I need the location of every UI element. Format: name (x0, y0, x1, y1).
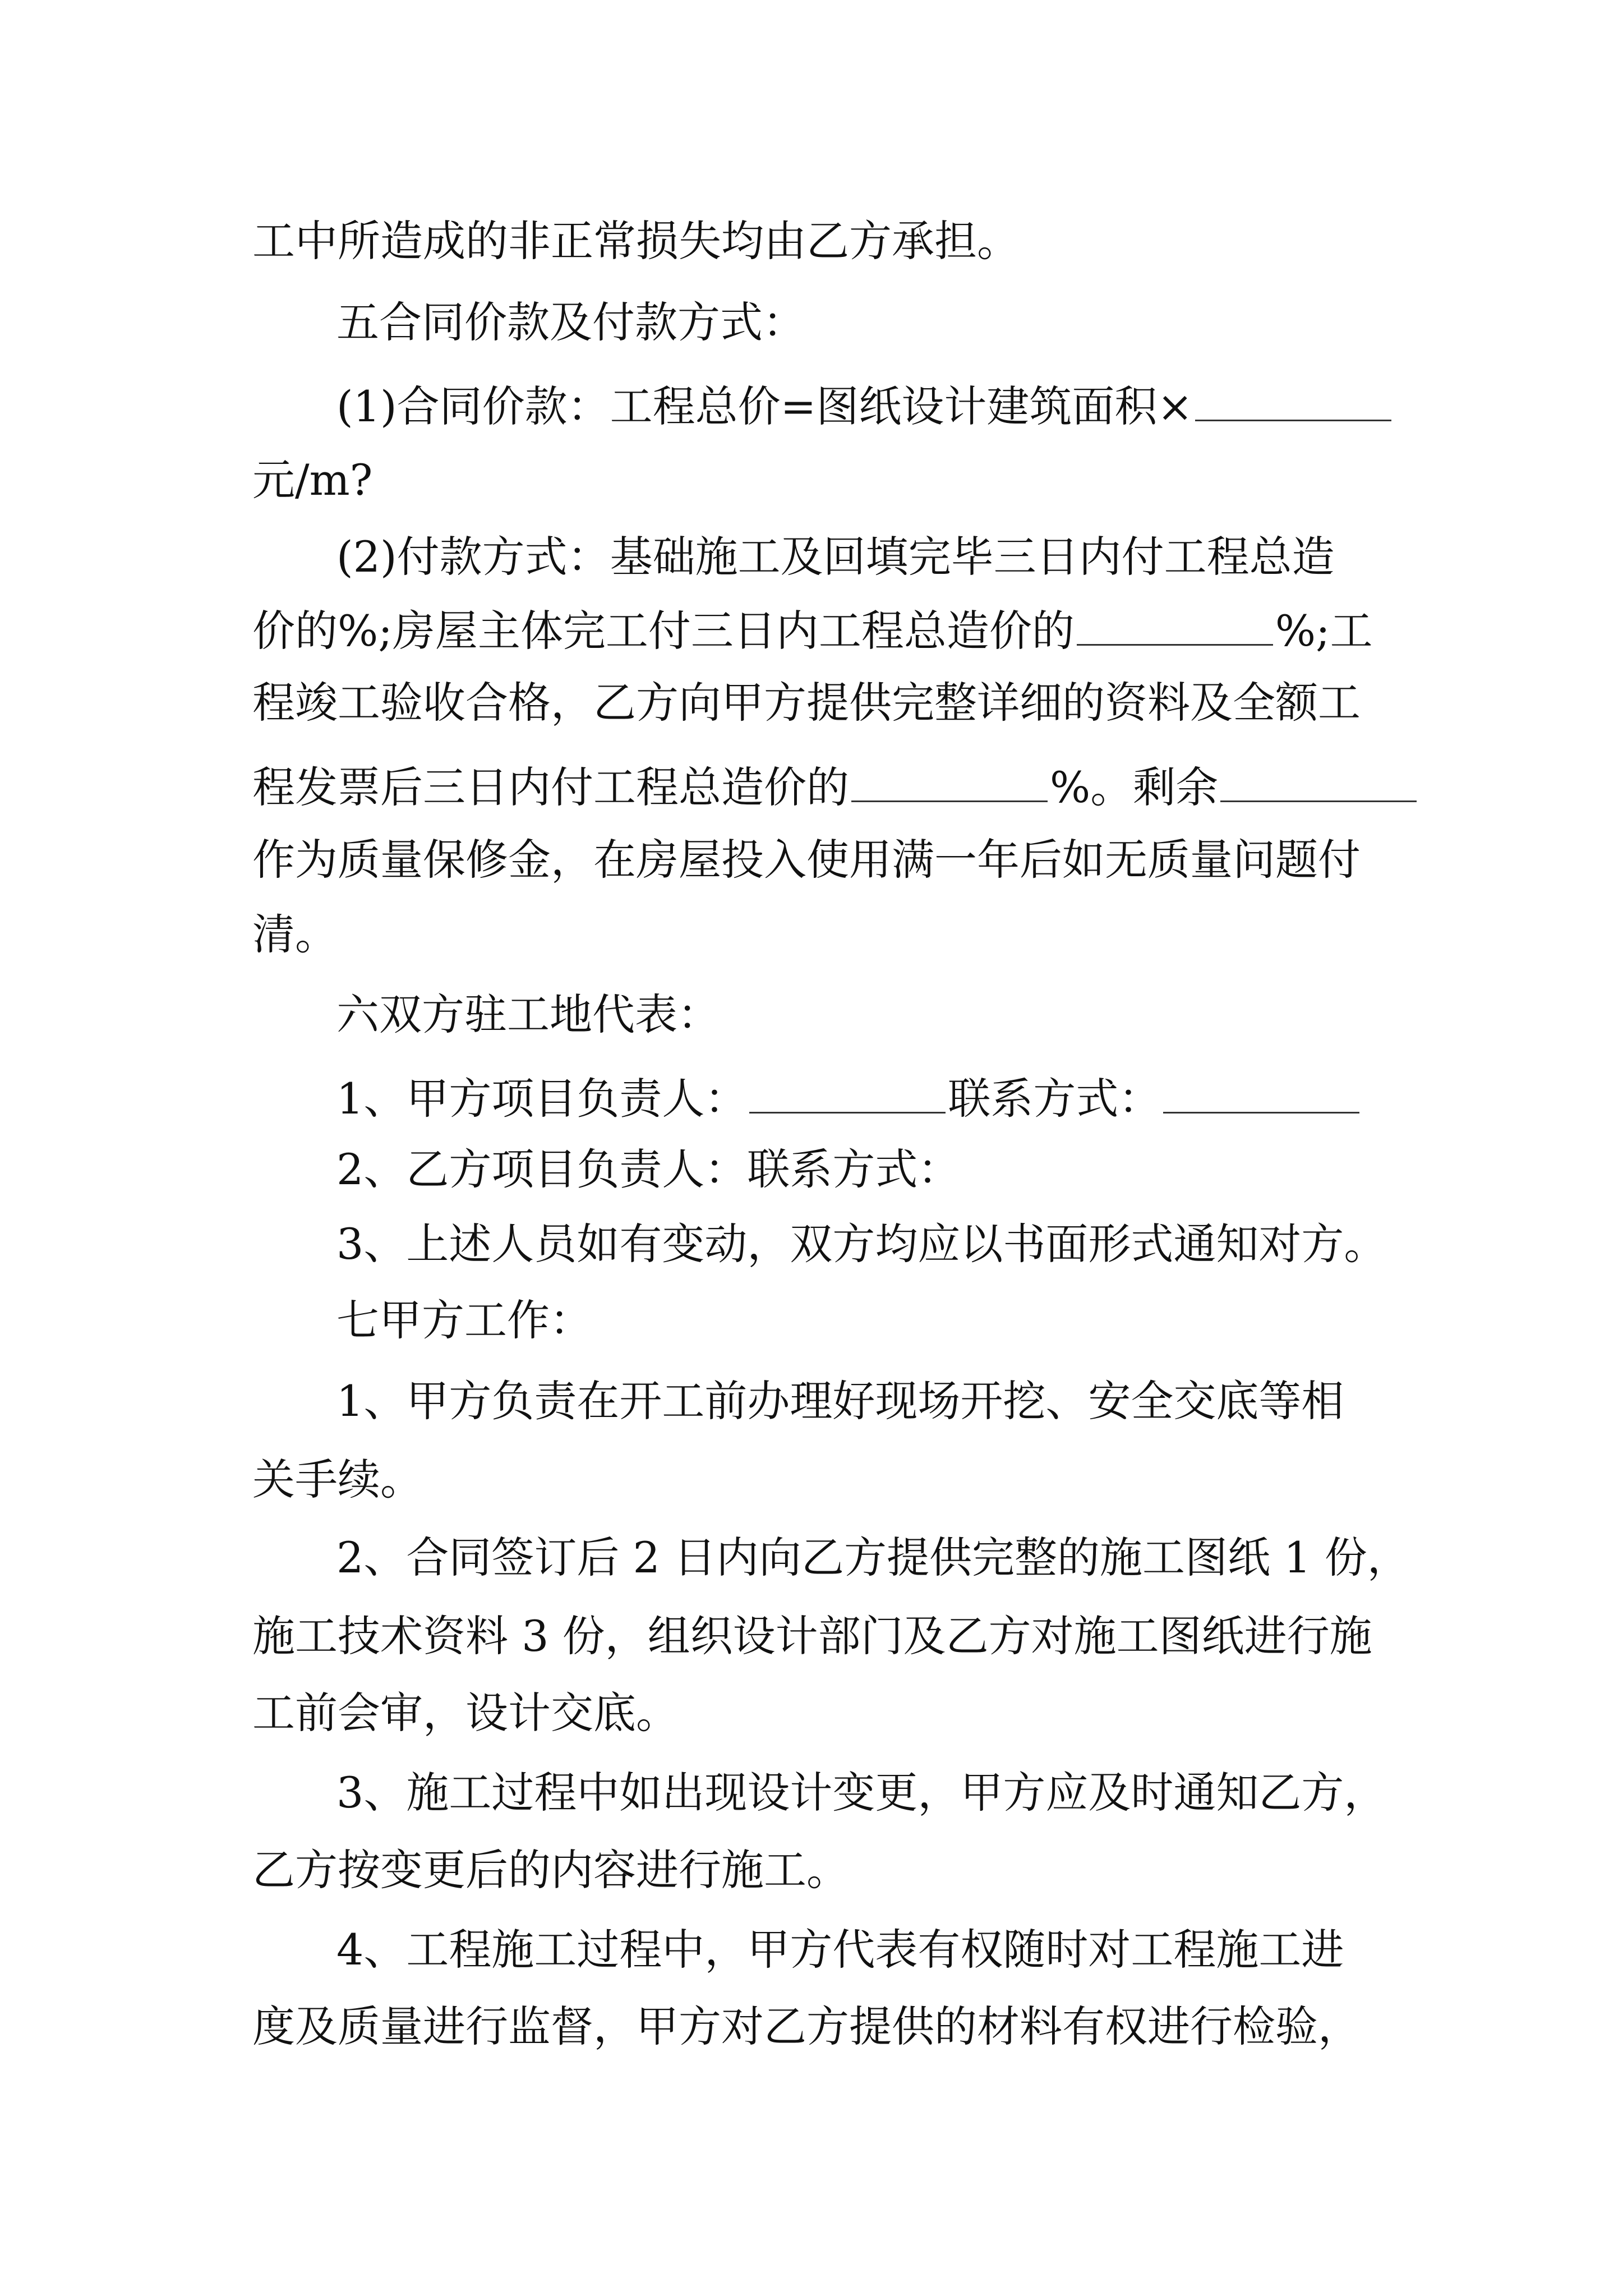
duty-4-line-2: 度及质量进行监督，甲方对乙方提供的材料有权进行检验， (252, 2001, 1361, 2051)
paragraph-continuation: 工中所造成的非正常损失均由乙方承担。 (252, 216, 1020, 266)
duty-3-line-1: 3、施工过程中如出现设计变更，甲方应及时通知乙方， (336, 1768, 1387, 1818)
party-a-manager-label: 1、甲方项目负责人： (336, 1074, 748, 1124)
payment-text-4b: %。剩余 (1050, 762, 1219, 812)
duty-2-line-2: 施工技术资料 3 份，组织设计部门及乙方对施工图纸进行施 (252, 1611, 1372, 1661)
payment-text-2a: 价的%;房屋主体完工付三日内工程总造价的 (252, 606, 1075, 656)
contract-price-text: (1)合同价款：工程总价=图纸设计建筑面积× (336, 381, 1193, 431)
retention-blank (1220, 760, 1417, 802)
payment-method-line-2 (252, 604, 1373, 656)
duty-4-line-1: 4、工程施工过程中，甲方代表有权随时对工程施工进 (336, 1925, 1344, 1975)
section-heading-party-a-duties: 七甲方工作： (336, 1295, 592, 1345)
section-heading-representatives: 六双方驻工地代表： (336, 990, 720, 1039)
payment-method-line-1: (2)付款方式：基础施工及回填完毕三日内付工程总造 (336, 532, 1335, 582)
payment-method-line-3: 程竣工验收合格，乙方向甲方提供完整详细的资料及全额工 (252, 678, 1361, 728)
acceptance-percent-blank (851, 760, 1048, 802)
section-heading-payment: 五合同价款及付款方式： (336, 297, 805, 347)
payment-method-line-4 (252, 760, 1419, 812)
contract-price-unit: 元/m? (252, 455, 373, 505)
main-body-percent-blank (1077, 604, 1273, 646)
rep-item-2: 2、乙方项目负责人：联系方式： (336, 1144, 961, 1194)
duty-3-line-2: 乙方按变更后的内容进行施工。 (252, 1845, 849, 1895)
contract-price-line (336, 379, 1394, 431)
payment-method-line-6: 清。 (252, 909, 338, 959)
price-per-sqm-blank (1195, 379, 1391, 421)
payment-text-4a: 程发票后三日内付工程总造价的 (252, 762, 849, 812)
rep-item-3: 3、上述人员如有变动，双方均应以书面形式通知对方。 (336, 1219, 1387, 1269)
party-a-manager-blank (749, 1071, 946, 1114)
payment-method-line-5: 作为质量保修金，在房屋投入使用满一年后如无质量问题付 (252, 835, 1361, 885)
duty-1-line-2: 关手续。 (252, 1455, 423, 1504)
party-a-contact-blank (1163, 1071, 1359, 1114)
party-a-contact-label: 联系方式： (948, 1074, 1161, 1124)
duty-1-line-1: 1、甲方负责在开工前办理好现场开挖、安全交底等相 (336, 1376, 1344, 1426)
payment-text-2b: %;工 (1275, 606, 1373, 656)
duty-2-line-3: 工前会审，设计交底。 (252, 1688, 679, 1738)
duty-2-line-1: 2、合同签订后 2 日内向乙方提供完整的施工图纸 1 份， (336, 1533, 1410, 1582)
rep-item-1 (336, 1071, 1362, 1124)
